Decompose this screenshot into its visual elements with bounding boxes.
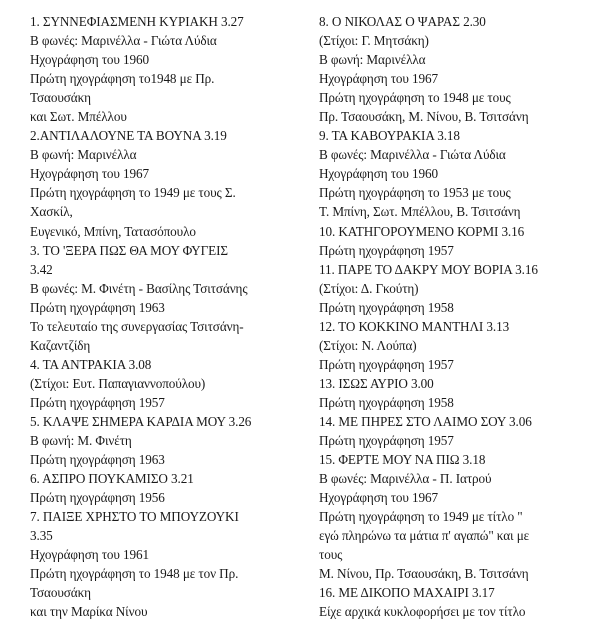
text-line: 16. ΜΕ ΔΙΚΟΠΟ ΜΑΧΑΙΡΙ 3.17	[319, 585, 495, 601]
text-line: Πρώτη ηχογράφηση 1963	[30, 299, 165, 315]
text-line: Β φωνές: Μ. Φινέτη - Βασίλης Τσιτσάνης	[30, 280, 248, 296]
text-line: Β φωνή: Μαρινέλλα	[30, 147, 137, 163]
text-line: εγώ πληρώνω τα μάτια π' αγαπώ" και με	[319, 528, 530, 544]
text-line: 2.ΑΝΤΙΛΑΛΟΥΝΕ ΤΑ ΒΟΥΝΑ 3.19	[30, 128, 227, 144]
text-line: Β φωνή: Μαρινέλλα	[319, 52, 426, 68]
text-line: 3.35	[30, 528, 53, 544]
left-column	[30, 12, 308, 622]
text-line: Πρώτη ηχογράφηση 1958	[319, 394, 454, 410]
text-line: (Στίχοι: Δ. Γκούτη)	[319, 280, 419, 296]
text-line: Πρώτη ηχογράφηση 1957	[319, 242, 454, 258]
text-line: Β φωνές: Μαρινέλλα - Π. Ιατρού	[319, 471, 492, 487]
text-line: Καζαντζίδη	[30, 337, 91, 353]
text-line: Είχε αρχικά κυκλοφορήσει με τον τίτλο	[319, 604, 526, 620]
text-line: 15. ΦΕΡΤΕ ΜΟΥ ΝΑ ΠΙΩ 3.18	[319, 452, 486, 468]
text-line: 4. ΤΑ ΑΝΤΡΑΚΙΑ 3.08	[30, 356, 152, 372]
text-line: Πρώτη ηχογράφηση το 1948 με τους	[319, 90, 511, 106]
text-line: 5. ΚΛΑΨΕ ΣΗΜΕΡΑ ΚΑΡΔΙΑ ΜΟΥ 3.26	[30, 413, 252, 429]
text-line: (Στίχοι: Ευτ. Παπαγιαννοπούλου)	[30, 375, 206, 391]
text-line: Πρώτη ηχογράφηση 1957	[319, 433, 454, 449]
text-line: Μ. Νίνου, Πρ. Τσαουσάκη, Β. Τσιτσάνη	[319, 566, 529, 582]
text-line: Β φωνές: Μαρινέλλα - Γιώτα Λύδια	[319, 147, 506, 163]
text-line: Ηχογράφηση του 1967	[30, 166, 150, 182]
text-line: και Σωτ. Μπέλλου	[30, 109, 127, 125]
text-line: 13. ΙΣΩΣ ΑΥΡΙΟ 3.00	[319, 375, 434, 391]
text-line: Ηχογράφηση του 1967	[319, 71, 439, 87]
text-line: Πρ. Τσαουσάκη, Μ. Νίνου, Β. Τσιτσάνη	[319, 109, 529, 125]
text-line: Τσαουσάκη	[30, 585, 91, 601]
text-line: Πρώτη ηχογράφηση 1956	[30, 490, 165, 506]
text-line: Ηχογράφηση του 1960	[319, 166, 439, 182]
text-line: Πρώτη ηχογράφηση το 1948 με τον Πρ.	[30, 566, 239, 582]
text-line: 7. ΠΑΙΞΕ ΧΡΗΣΤΟ ΤΟ ΜΠΟΥΖΟΥΚΙ	[30, 509, 239, 525]
text-line: τους	[319, 547, 343, 563]
text-line: Ηχογράφηση του 1967	[319, 490, 439, 506]
text-line: Πρώτη ηχογράφηση 1957	[319, 356, 454, 372]
text-line: 3. ΤΟ 'ΞΕΡΑ ΠΩΣ ΘΑ ΜΟΥ ΦΥΓΕΙΣ	[30, 242, 228, 258]
text-line: Πρώτη ηχογράφηση 1963	[30, 452, 165, 468]
right-column	[319, 12, 591, 622]
text-line: Τ. Μπίνη, Σωτ. Μπέλλου, Β. Τσιτσάνη	[319, 204, 521, 220]
text-line: Πρώτη ηχογράφηση το 1953 με τους	[319, 185, 511, 201]
text-line: Πρώτη ηχογράφηση 1957	[30, 394, 165, 410]
text-line: Β φωνή: Μ. Φινέτη	[30, 433, 132, 449]
text-line: Χασκίλ,	[30, 204, 73, 220]
text-line: (Στίχοι: Ν. Λούπα)	[319, 337, 417, 353]
text-line: 14. ΜΕ ΠΗΡΕΣ ΣΤΟ ΛΑΙΜΟ ΣΟΥ 3.06	[319, 413, 532, 429]
text-line: Ευγενικό, Μπίνη, Τατασόπουλο	[30, 223, 196, 239]
text-line: 1. ΣΥΝΝΕΦΙΑΣΜΕΝΗ ΚΥΡΙΑΚΗ 3.27	[30, 14, 244, 29]
text-line: Πρώτη ηχογράφηση 1958	[319, 299, 454, 315]
text-line: 11. ΠΑΡΕ ΤΟ ΔΑΚΡΥ ΜΟΥ ΒΟΡΙΑ 3.16	[319, 261, 538, 277]
text-line: και την Μαρίκα Νίνου	[30, 604, 148, 620]
text-line: Πρώτη ηχογράφηση το1948 με Πρ.	[30, 71, 215, 87]
text-line: 6. ΑΣΠΡΟ ΠΟΥΚΑΜΙΣΟ 3.21	[30, 471, 194, 487]
text-line: Πρώτη ηχογράφηση το 1949 με τους Σ.	[30, 185, 236, 201]
text-line: Β φωνές: Μαρινέλλα - Γιώτα Λύδια	[30, 33, 217, 49]
text-line: Το τελευταίο της συνεργασίας Τσιτσάνη-	[30, 318, 244, 334]
text-line: 10. ΚΑΤΗΓΟΡΟΥΜΕΝΟ ΚΟΡΜΙ 3.16	[319, 223, 525, 239]
text-line: 9. ΤΑ ΚΑΒΟΥΡΑΚΙΑ 3.18	[319, 128, 460, 144]
text-line: 12. ΤΟ ΚΟΚΚΙΝΟ ΜΑΝΤΗΛΙ 3.13	[319, 318, 510, 334]
text-line: Ηχογράφηση του 1960	[30, 52, 150, 68]
text-line: Πρώτη ηχογράφηση το 1949 με τίτλο "	[319, 509, 523, 525]
text-line: (Στίχοι: Γ. Μητσάκη)	[319, 33, 429, 49]
text-line: Ηχογράφηση του 1961	[30, 547, 150, 563]
text-line: 8. Ο ΝΙΚΟΛΑΣ Ο ΨΑΡΑΣ 2.30	[319, 14, 486, 29]
text-line: 3.42	[30, 261, 53, 277]
text-line: Τσαουσάκη	[30, 90, 91, 106]
